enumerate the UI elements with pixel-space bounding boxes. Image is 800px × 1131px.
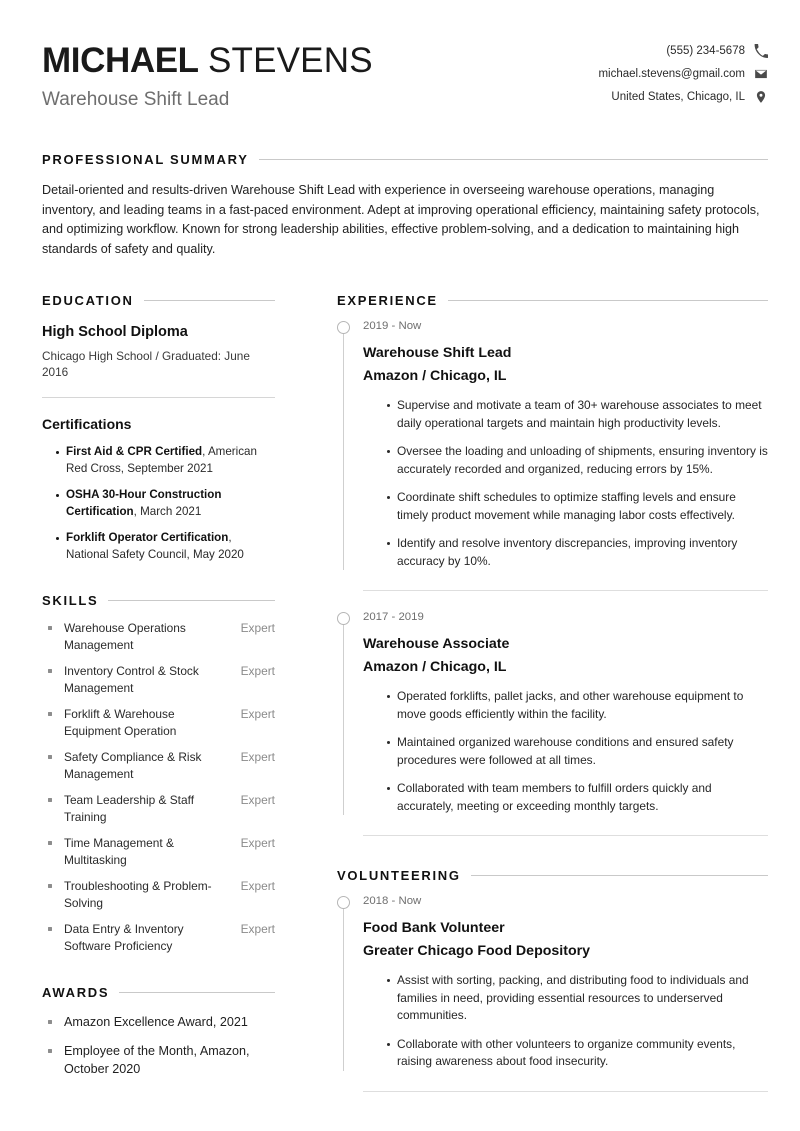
skill-name: Team Leadership & Staff Training — [42, 792, 233, 826]
experience-heading-text: EXPERIENCE — [337, 293, 438, 308]
list-item — [42, 878, 275, 912]
divider — [42, 397, 275, 398]
contact-block — [598, 38, 768, 104]
certification-detail: , American Red Cross, September 2021 — [66, 445, 257, 475]
skill-name: Time Management & Multitasking — [42, 835, 233, 869]
volunteering-heading — [337, 868, 768, 883]
volunteering-heading-text: VOLUNTEERING — [337, 868, 461, 883]
divider — [363, 590, 768, 591]
experience-org: Amazon / Chicago, IL — [363, 368, 507, 384]
list-item — [42, 663, 275, 697]
experience-bullets — [363, 397, 768, 570]
phone-icon — [754, 44, 768, 58]
heading-rule — [448, 300, 768, 301]
heading-rule — [259, 159, 768, 160]
job-title: Warehouse Shift Lead — [42, 89, 230, 110]
heading-rule — [144, 300, 275, 301]
skill-name: Safety Compliance & Risk Management — [42, 749, 233, 783]
list-item: Amazon Excellence Award, 2021 — [42, 1013, 275, 1031]
skill-level: Expert — [240, 836, 275, 850]
experience-timeline — [337, 318, 768, 836]
contact-phone-text: (555) 234-5678 — [666, 45, 745, 57]
divider — [363, 835, 768, 836]
list-item — [42, 792, 275, 826]
skill-level: Expert — [240, 750, 275, 764]
skill-level: Expert — [240, 793, 275, 807]
certifications-list — [42, 444, 275, 563]
envelope-icon — [754, 67, 768, 81]
skill-level: Expert — [240, 879, 275, 893]
list-item — [42, 620, 275, 654]
heading-rule — [108, 600, 275, 601]
experience-entry — [337, 318, 768, 570]
education-degree: High School Diploma — [42, 324, 188, 340]
awards-list — [42, 1013, 275, 1078]
skill-name: Data Entry & Inventory Software Proficiency — [42, 921, 233, 955]
skill-level: Expert — [240, 621, 275, 635]
timeline-marker-icon — [337, 321, 350, 334]
certification-name: First Aid & CPR Certified — [66, 445, 203, 458]
experience-bullets — [363, 688, 768, 815]
list-item — [42, 835, 275, 869]
certification-detail: , March 2021 — [133, 504, 202, 518]
certification-detail: , National Safety Council, May 2020 — [66, 531, 244, 561]
contact-email-text: michael.stevens@gmail.com — [598, 68, 745, 80]
timeline-marker-icon — [337, 896, 350, 909]
list-item — [42, 921, 275, 955]
contact-email — [598, 67, 768, 81]
first-name: MICHAEL — [42, 41, 199, 80]
skills-list — [42, 620, 275, 955]
list-item — [42, 749, 275, 783]
skill-name: Warehouse Operations Management — [42, 620, 233, 654]
list-item — [56, 444, 275, 477]
heading-rule — [471, 875, 768, 876]
list-item — [56, 530, 275, 563]
summary-heading-text: PROFESSIONAL SUMMARY — [42, 152, 249, 167]
education-section — [42, 293, 275, 563]
divider — [363, 1091, 768, 1092]
experience-heading — [337, 293, 768, 308]
experience-body — [363, 344, 768, 570]
certification-name: Forklift Operator Certification — [66, 531, 229, 544]
last-name: STEVENS — [207, 41, 373, 80]
volunteering-section — [337, 868, 768, 1092]
heading-rule — [119, 992, 275, 993]
location-pin-icon — [754, 90, 768, 104]
list-item: Operated forklifts, pallet jacks, and other warehouse equipment to move goods efficiently within the facility. — [387, 688, 768, 723]
summary-text: Detail-oriented and results-driven Warehouse Shift Lead with experience in overseeing warehouse operations, managing inventory, and leading teams in a fast-paced environment. Adept at improving operational efficiency, maintaining safety protocols, and optimizing workflow. Known for strong leadership abilities, effective problem-solving, and a dedication to maintaining high standards of safety and quality. — [42, 183, 760, 256]
volunteering-date: 2018 - Now — [363, 895, 422, 907]
experience-org: Amazon / Chicago, IL — [363, 659, 507, 675]
skills-heading — [42, 593, 275, 608]
list-item: Collaborated with team members to fulfill orders quickly and accurately, meeting or exceeding monthly targets. — [387, 780, 768, 815]
page-title — [42, 40, 373, 82]
skill-name: Troubleshooting & Problem-Solving — [42, 878, 233, 912]
contact-phone — [666, 44, 768, 58]
list-item — [56, 487, 275, 520]
experience-body — [363, 635, 768, 815]
resume-header — [42, 38, 768, 112]
timeline-line — [343, 907, 344, 1071]
list-item: Assist with sorting, packing, and distributing food to individuals and families in need, providing essential resources to underserved communities. — [387, 972, 768, 1025]
contact-location — [611, 90, 768, 104]
timeline-line — [343, 332, 344, 570]
skill-level: Expert — [240, 707, 275, 721]
awards-section — [42, 985, 275, 1078]
certifications-heading: Certifications — [42, 416, 132, 432]
experience-section — [337, 293, 768, 836]
volunteering-timeline — [337, 893, 768, 1092]
experience-date: 2019 - Now — [363, 320, 422, 332]
volunteering-org: Greater Chicago Food Depository — [363, 943, 591, 959]
left-column — [42, 293, 275, 1078]
summary-heading — [42, 152, 768, 167]
skills-heading-text: SKILLS — [42, 593, 99, 608]
list-item: Identify and resolve inventory discrepancies, improving inventory accuracy by 10%. — [387, 535, 768, 570]
experience-role: Warehouse Associate — [363, 636, 510, 652]
experience-entry — [337, 609, 768, 815]
volunteering-role: Food Bank Volunteer — [363, 920, 505, 936]
skill-level: Expert — [240, 922, 275, 936]
skill-name: Inventory Control & Stock Management — [42, 663, 233, 697]
contact-location-text: United States, Chicago, IL — [611, 91, 745, 103]
skills-section — [42, 593, 275, 955]
awards-heading — [42, 985, 275, 1000]
timeline-marker-icon — [337, 612, 350, 625]
education-heading-text: EDUCATION — [42, 293, 134, 308]
certification-name: OSHA 30-Hour Construction Certification — [66, 488, 222, 518]
education-heading — [42, 293, 275, 308]
volunteering-bullets — [363, 972, 768, 1071]
experience-date: 2017 - 2019 — [363, 611, 424, 623]
experience-role: Warehouse Shift Lead — [363, 345, 512, 361]
identity-block — [42, 38, 373, 112]
volunteering-entry — [337, 893, 768, 1071]
skill-level: Expert — [240, 664, 275, 678]
right-column — [337, 293, 768, 1110]
education-meta: Chicago High School / Graduated: June 2016 — [42, 349, 250, 379]
skill-name: Forklift & Warehouse Equipment Operation — [42, 706, 233, 740]
list-item: Oversee the loading and unloading of shipments, ensuring inventory is accurately recorded and organized, reducing errors by 15%. — [387, 443, 768, 478]
list-item: Collaborate with other volunteers to organize community events, raising awareness about food insecurity. — [387, 1036, 768, 1071]
list-item: Supervise and motivate a team of 30+ warehouse associates to meet daily operational targets and maintain high productivity levels. — [387, 397, 768, 432]
professional-summary-section — [42, 152, 768, 259]
body-columns — [42, 293, 768, 1110]
list-item — [42, 706, 275, 740]
list-item: Coordinate shift schedules to optimize staffing levels and ensure timely product movement while managing labor costs effectively. — [387, 489, 768, 524]
awards-heading-text: AWARDS — [42, 985, 110, 1000]
list-item: Maintained organized warehouse conditions and ensured safety procedures were followed at all times. — [387, 734, 768, 769]
timeline-line — [343, 623, 344, 815]
list-item: Employee of the Month, Amazon, October 2020 — [42, 1042, 275, 1078]
volunteering-body — [363, 919, 768, 1071]
